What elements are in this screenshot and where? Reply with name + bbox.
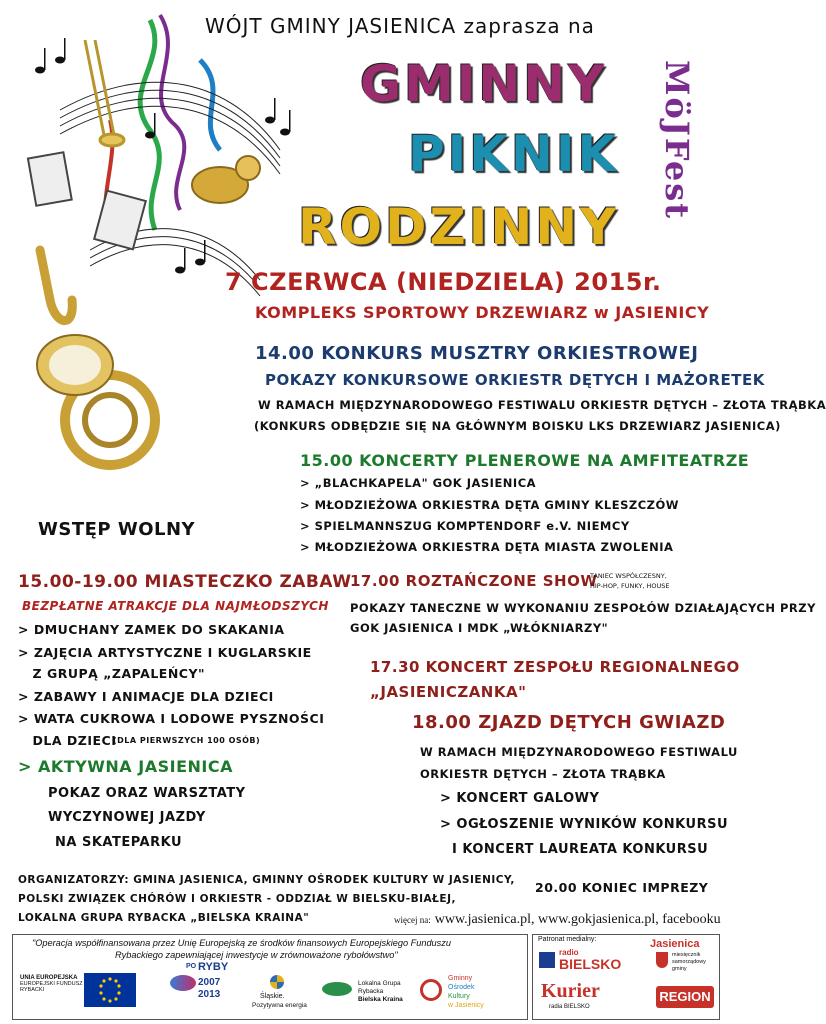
organizers-line: POLSKI ZWIĄZEK CHÓRÓW I ORKIESTR - ODDZIAŁ W BIELSKU-BIAŁEJ, <box>18 893 456 905</box>
logo-eu-text-3: RYBACKI <box>20 987 45 993</box>
kurier-name: Kurier <box>541 980 600 1002</box>
miasteczko-item: > WATA CUKROWA I LODOWE PYSZNOŚCI <box>18 711 325 726</box>
logo-po-ryby-ryby: RYBY <box>198 961 229 973</box>
more-info-links[interactable]: www.jasienica.pl, www.gokjasienica.pl, facebooku <box>434 912 721 927</box>
title-rodzinny: RODZINNY <box>298 198 620 256</box>
logo-po-ryby-po: PO <box>186 963 197 970</box>
logo-gok-text-1: Gminny <box>448 975 473 982</box>
gok-icon <box>420 979 442 1001</box>
miasteczko-item: Z GRUPĄ „ZAPALEŃCY" <box>18 666 206 681</box>
zjazd-1800-item: I KONCERT LAUREATA KONKURSU <box>452 842 709 857</box>
miasteczko-item: > DMUCHANY ZAMEK DO SKAKANIA <box>18 622 285 637</box>
logo-eu <box>20 975 140 993</box>
free-entrance: WSTĘP WOLNY <box>38 519 196 540</box>
mojfest-side-logo: MöJFest <box>658 60 696 221</box>
jasienica-monthly-line-2: samorządowy <box>672 959 706 965</box>
media-patrons-label: Patronat medialny: <box>538 936 597 943</box>
more-info-prefix: więcej na: <box>394 915 431 925</box>
miasteczko-item: > ZABAWY I ANIMACJE DLA DZIECI <box>18 689 274 704</box>
zjazd-1800-item: > OGŁOSZENIE WYNIKÓW KONKURSU <box>440 817 728 832</box>
organizers-line: LOKALNA GRUPA RYBACKA „BIELSKA KRAINA" <box>18 912 310 924</box>
logo-lgr-text-1: Lokalna Grupa <box>358 980 401 987</box>
eu-funding-text-1: "Operacja współfinansowana przez Unię Europejską ze środków finansowych Europejskiego Funduszu <box>32 938 451 948</box>
logo-lgr-text-3: Bielska Kraina <box>358 996 403 1003</box>
miasteczko-subtitle: BEZPŁATNE ATRAKCJE DLA NAJMŁODSZYCH <box>22 599 329 613</box>
block-1500-title: 15.00 KONCERTY PLENEROWE NA AMFITEATRZE <box>300 451 750 470</box>
logo-slaskie-text-2: Pozytywna energia <box>252 1002 307 1009</box>
logo-slaskie-text-1: Śląskie. <box>260 993 285 1000</box>
concert-1730-subtitle: „JASIENICZANKA" <box>370 683 527 701</box>
block-1400-title: 14.00 KONKURS MUSZTRY ORKIESTROWEJ <box>255 343 699 364</box>
block-1500-item: > SPIELMANNSZUG KOMPTENDORF e.V. NIEMCY <box>300 519 630 533</box>
zjazd-1800-line-1: W RAMACH MIĘDZYNARODOWEGO FESTIWALU <box>420 745 738 759</box>
miasteczko-item: > ZAJĘCIA ARTYSTYCZNE I KUGLARSKIE <box>18 645 312 660</box>
music-instruments-illustration <box>0 0 360 520</box>
slaskie-icon <box>270 975 284 989</box>
block-1400-subtitle: POKAZY KONKURSOWE ORKIESTR DĘTYCH I MAŻORETEK <box>265 371 765 389</box>
logo-lgr-text-2: Rybacka <box>358 988 384 995</box>
ornament-right <box>94 191 146 250</box>
event-date: 7 CZERWCA (NIEDZIELA) 2015r. <box>225 268 662 296</box>
concert-1730-title: 17.30 KONCERT ZESPOŁU REGIONALNEGO <box>370 658 740 676</box>
event-end: 20.00 KONIEC IMPREZY <box>535 880 709 895</box>
jasienica-monthly-line-1: miesięcznik <box>672 952 701 958</box>
eu-funding-text-2: Rybackiego zapewniającej inwestycje w zrównoważone rybołówstwo" <box>115 950 398 960</box>
logo-po-ryby-2013: 2013 <box>198 989 221 1000</box>
show-1700-genre: HIP-HOP, FUNKY, HOUSE <box>590 582 670 590</box>
radio-icon <box>539 952 555 968</box>
show-1700-line-2: GOK JASIENICA I MDK „WŁÓKNIARZY" <box>350 621 609 635</box>
aktywna-line: WYCZYNOWEJ JAZDY <box>48 810 206 825</box>
block-1400-line-2: (KONKURS ODBĘDZIE SIĘ NA GŁÓWNYM BOISKU LKS DRZEWIARZ JASIENICA) <box>254 419 781 433</box>
logo-gok-text-2: Ośrodek <box>448 984 475 991</box>
aktywna-title: > AKTYWNA JASIENICA <box>18 757 233 776</box>
french-horn-icon <box>37 335 155 465</box>
fish-icon <box>170 975 196 991</box>
logo-po-ryby-2007: 2007 <box>198 977 221 988</box>
radio-bielsko-name: BIELSKO <box>559 956 622 972</box>
show-1700-line-1: POKAZY TANECZNE W WYKONANIU ZESPOŁÓW DZIAŁAJĄCYCH PRZY <box>350 601 816 615</box>
ribbon-blue <box>200 60 220 150</box>
jasienica-monthly-line-3: gminy <box>672 966 687 972</box>
title-piknik: PIKNIK <box>408 125 620 183</box>
logo-gok-text-4: w Jasienicy <box>448 1002 484 1009</box>
logo-region <box>656 986 714 1008</box>
zjazd-1800-title: 18.00 ZJAZD DĘTYCH GWIAZD <box>412 712 726 733</box>
miasteczko-item: DLA DZIECI <box>18 733 117 748</box>
block-1500-item: > MŁODZIEŻOWA ORKIESTRA DĘTA GMINY KLESZCZÓW <box>300 498 679 512</box>
saxophone-icon <box>40 250 72 321</box>
block-1400-line-1: W RAMACH MIĘDZYNARODOWEGO FESTIWALU ORKIESTR DĘTYCH – ZŁOTA TRĄBKA <box>258 398 826 412</box>
show-1700-title: 17.00 ROZTAŃCZONE SHOW <box>350 572 598 590</box>
aktywna-line: NA SKATEPARKU <box>55 835 183 850</box>
kurier-sub: radia BIELSKO <box>549 1004 590 1010</box>
region-name: REGION <box>659 989 711 1004</box>
miasteczko-title: 15.00-19.00 MIASTECZKO ZABAW <box>18 572 352 592</box>
ribbon-purple <box>160 15 184 210</box>
ribbon-green <box>140 20 159 230</box>
block-1500-item: > „BLACHKAPELA" GOK JASIENICA <box>300 476 537 490</box>
coat-of-arms-icon <box>656 952 668 968</box>
zjazd-1800-item: > KONCERT GALOWY <box>440 791 600 806</box>
zjazd-1800-line-2: ORKIESTR DĘTYCH – ZŁOTA TRĄBKA <box>420 767 666 781</box>
eu-flag-icon <box>84 973 136 1007</box>
logo-radio-bielsko <box>537 948 622 974</box>
miasteczko-note: (DLA PIERWSZYCH 100 OSÓB) <box>113 736 261 745</box>
aktywna-line: POKAZ ORAZ WARSZTATY <box>48 786 246 801</box>
jasienica-monthly-title: Jasienica <box>650 938 700 950</box>
logo-gok-text-3: Kultury <box>448 993 470 1000</box>
tuba-icon <box>192 156 260 203</box>
organizers-line: ORGANIZATORZY: GMINA JASIENICA, GMINNY OŚRODEK KULTURY W JASIENICY, <box>18 874 515 886</box>
more-info <box>394 910 721 928</box>
block-1500-item: > MŁODZIEŻOWA ORKIESTRA DĘTA MIASTA ZWOLENIA <box>300 540 674 554</box>
radio-bielsko-radio: radio <box>559 948 579 957</box>
logo-eu-text-1: UNIA EUROPEJSKA <box>20 975 78 981</box>
title-gminny: GMINNY <box>360 55 608 113</box>
show-1700-genre: TANIEC WSPÓŁCZESNY, <box>590 572 667 580</box>
invite-line: WÓJT GMINY JASIENICA zaprasza na <box>205 14 595 38</box>
lgr-fish-icon <box>322 982 352 996</box>
event-venue: KOMPLEKS SPORTOWY DRZEWIARZ w JASIENICY <box>255 303 710 322</box>
logo-eu-text-2: EUROPEJSKI FUNDUSZ <box>20 981 83 987</box>
ornament-left <box>28 152 72 206</box>
trombone-icon <box>85 40 124 146</box>
